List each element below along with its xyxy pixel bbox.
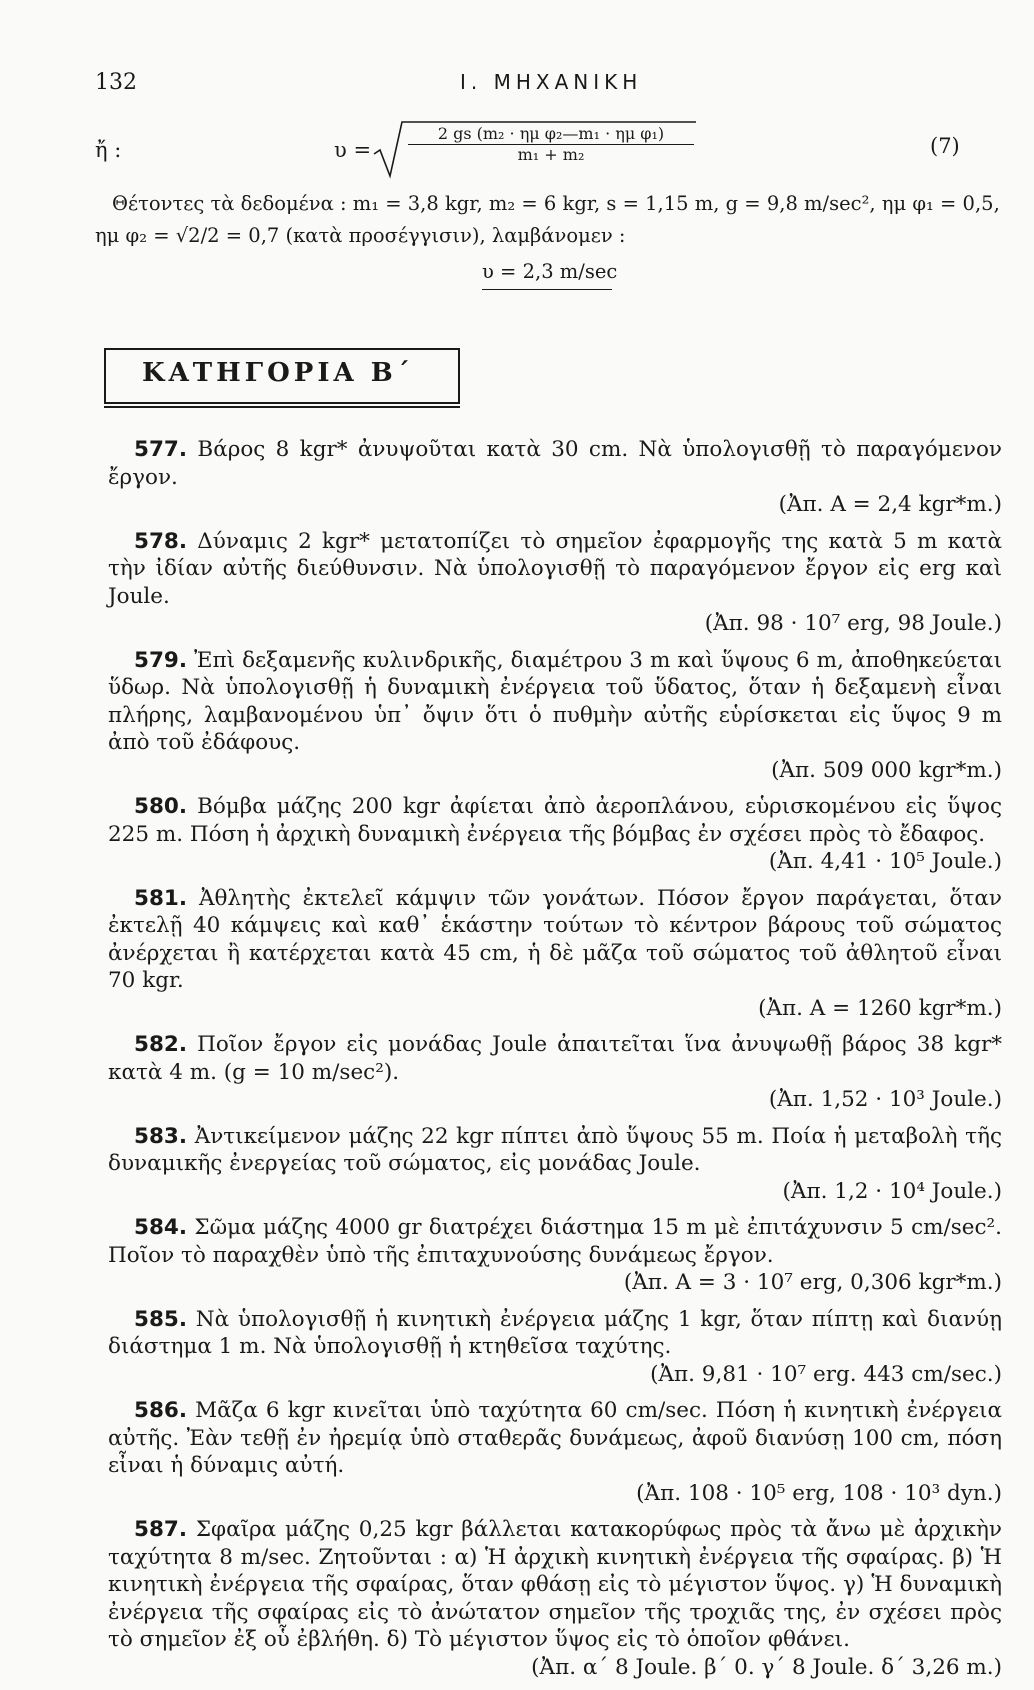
problem-list	[108, 436, 1002, 1690]
problem-text: Ἀντικείμενον μάζης 22 kgr πίπτει ἀπὸ ὕψους 55 m. Ποία ἡ μεταβολὴ τῆς δυναμικῆς ἐνεργείας τοῦ σώματος, εἰς μονάδας Joule.	[108, 1123, 1002, 1176]
problem-number: 581.	[134, 885, 188, 911]
problem-answer: (Ἀπ. 509 000 kgr*m.)	[771, 757, 1002, 783]
category-rule	[104, 406, 460, 408]
problem-answer: (Ἀπ. 1,2 · 10⁴ Joule.)	[782, 1178, 1002, 1204]
formula-denominator: m₁ + m₂	[517, 145, 585, 164]
formula-lead: ἤ :	[95, 138, 122, 162]
given-line-2: ημ φ₂ = √2/2 = 0,7 (κατὰ προσέγγισιν), λαμβάνομεν :	[95, 224, 626, 247]
problem-text: Δύναμις 2 kgr* μετατοπίζει τὸ σημεῖον ἐφαρμογῆς της κατὰ 5 m κατὰ τὴν ἰδίαν αὐτῆς διεύθυνσιν. Νὰ ὑπολογισθῇ τὸ παραγόμενον ἔργον εἰς erg καὶ Joule.	[108, 528, 1002, 609]
formula-numerator: 2 gs (m₂ · ημ φ₂—m₁ · ημ φ₁)	[408, 124, 694, 145]
problem-answer: (Ἀπ. A = 2,4 kgr*m.)	[778, 492, 1002, 517]
problem-number: 580.	[134, 794, 188, 819]
problem-item	[108, 885, 1002, 1023]
problem-answer: (Ἀπ. α΄ 8 Joule. β΄ 0. γ΄ 8 Joule. δ΄ 3,26 m.)	[531, 1654, 1002, 1680]
problem-number: 586.	[134, 1398, 188, 1423]
problem-text: Νὰ ὑπολογισθῇ ἡ κινητικὴ ἐνέργεια μάζης 1 kgr, ὅταν πίπτῃ καὶ διανύῃ διάστημα 1 m. Νὰ ὑπολογισθῇ ἡ κτηθεῖσα ταχύτης.	[108, 1306, 1002, 1359]
formula-fraction	[408, 124, 694, 165]
formula-lhs: υ =	[334, 138, 372, 162]
problem-number: 582.	[134, 1032, 188, 1057]
problem-answer: (Ἀπ. A = 3 · 10⁷ erg, 0,306 kgr*m.)	[623, 1270, 1002, 1295]
problem-text: Ποῖον ἔργον εἰς μονάδας Joule ἀπαιτεῖται ἵνα ἀνυψωθῇ βάρος 38 kgr* κατὰ 4 m. (g = 10 m/sec²).	[108, 1032, 1002, 1085]
problem-number: 583.	[134, 1123, 188, 1149]
problem-number: 585.	[134, 1306, 188, 1332]
given-line-1: Θέτοντες τὰ δεδομένα : m₁ = 3,8 kgr, m₂ = 6 kgr, s = 1,15 m, g = 9,8 m/sec², ημ φ₁ = 0,5,	[112, 192, 1000, 215]
problem-text: Σῶμα μάζης 4000 gr διατρέχει διάστημα 15 m μὲ ἐπιτάχυνσιν 5 cm/sec². Ποῖον τὸ παραχθὲν ὑπὸ τῆς ἐπιταχυνούσης δυνάμεως ἔργον.	[108, 1215, 1002, 1268]
problem-item	[108, 1397, 1002, 1507]
problem-text: Βάρος 8 kgr* ἀνυψοῦται κατὰ 30 cm. Νὰ ὑπολογισθῇ τὸ παραγόμενον ἔργον.	[108, 437, 1002, 490]
problem-number: 578.	[134, 528, 188, 554]
result-line: υ = 2,3 m/sec	[482, 260, 618, 283]
problem-text: Μᾶζα 6 kgr κινεῖται ὑπὸ ταχύτητα 60 cm/sec. Πόση ἡ κινητικὴ ἐνέργεια αὐτῆς. Ἐὰν τεθῇ ἐν ἠρεμίᾳ ὑπὸ σταθερᾶς δυνάμεως, ἀφοῦ διανύσῃ 100 cm, πόση εἶναι ἡ δύναμις αὐτή.	[108, 1398, 1002, 1478]
problem-item	[108, 647, 1002, 785]
result-underline	[482, 289, 612, 290]
problem-answer: (Ἀπ. 98 · 10⁷ erg, 98 Joule.)	[704, 611, 1002, 636]
problem-text: Ἐπὶ δεξαμενῆς κυλινδρικῆς, διαμέτρου 3 m καὶ ὕψους 6 m, ἀποθηκεύεται ὕδωρ. Νὰ ὑπολογισθῇ ἡ δυναμικὴ ἐνέργεια τοῦ ὕδατος, ὅταν ἡ δεξαμενὴ εἶναι πλήρης, λαμβανομένου ὑπ᾽ ὄψιν ὅτι ὁ πυθμὴν αὐτῆς εὑρίσκεται εἰς ὕψος 9 m ἀπὸ τοῦ ἐδάφους.	[108, 647, 1002, 755]
problem-item	[108, 1214, 1002, 1297]
problem-number: 577.	[134, 437, 188, 462]
problem-answer: (Ἀπ. 1,52 · 10³ Joule.)	[768, 1087, 1002, 1112]
problem-item	[108, 1031, 1002, 1114]
problem-text: Ἀθλητὴς ἐκτελεῖ κάμψιν τῶν γονάτων. Πόσον ἔργον παράγεται, ὅταν ἐκτελῇ 40 κάμψεις καὶ καθ᾽ ἑκάστην τούτων τὸ κέντρον βάρους τοῦ σώματος ἀνέρχεται ἢ κατέρχεται κατὰ 45 cm, ἡ δὲ μᾶζα τοῦ σώματος τοῦ ἀθλητοῦ εἶναι 70 kgr.	[108, 885, 1002, 993]
problem-answer: (Ἀπ. 4,41 · 10⁵ Joule.)	[768, 849, 1002, 874]
problem-text: Σφαῖρα μάζης 0,25 kgr βάλλεται κατακορύφως πρὸς τὰ ἄνω μὲ ἀρχικὴν ταχύτητα 8 m/sec. Ζητοῦνται : α) Ἡ ἀρχικὴ κινητικὴ ἐνέργεια τῆς σφαίρας. β) Ἡ κινητικὴ ἐνέργεια τῆς σφαίρας, ὅταν φθάσῃ εἰς τὸ μέγιστον ὕψος. γ) Ἡ δυναμικὴ ἐνέργεια τῆς σφαίρας εἰς τὸ ἀνώτατον σημεῖον τῆς τροχιᾶς της, ἐν σχέσει πρὸς τὸ σημεῖον ἐξ οὗ ἐβλήθη. δ) Τὸ μέγιστον ὕψος εἰς τὸ ὁποῖον φθάνει.	[108, 1517, 1002, 1652]
problem-answer: (Ἀπ. 9,81 · 10⁷ erg. 443 cm/sec.)	[650, 1361, 1002, 1387]
problem-item	[108, 436, 1002, 519]
problem-answer: (Ἀπ. 108 · 10⁵ erg, 108 · 10³ dyn.)	[636, 1480, 1002, 1506]
chapter-title: Ι. ΜΗΧΑΝΙΚΗ	[460, 70, 643, 94]
problem-item	[108, 1306, 1002, 1389]
problem-number: 579.	[134, 647, 188, 673]
equation-number: (7)	[930, 134, 960, 158]
page-number: 132	[95, 70, 137, 95]
problem-answer: (Ἀπ. A = 1260 kgr*m.)	[758, 995, 1002, 1021]
problem-item	[108, 528, 1002, 638]
problem-text: Βόμβα μάζης 200 kgr ἀφίεται ἀπὸ ἀεροπλάνου, εὑρισκομένου εἰς ὕψος 225 m. Πόση ἡ ἀρχικὴ δυναμικὴ ἐνέργεια τῆς βόμβας ἐν σχέσει πρὸς τὸ ἔδαφος.	[108, 794, 1002, 847]
category-title: ΚΑΤΗΓΟΡΙΑ Β΄	[142, 358, 414, 388]
problem-number: 584.	[134, 1215, 188, 1240]
problem-item	[108, 1123, 1002, 1206]
problem-item	[108, 793, 1002, 876]
problem-number: 587.	[134, 1517, 188, 1542]
problem-item	[108, 1516, 1002, 1681]
